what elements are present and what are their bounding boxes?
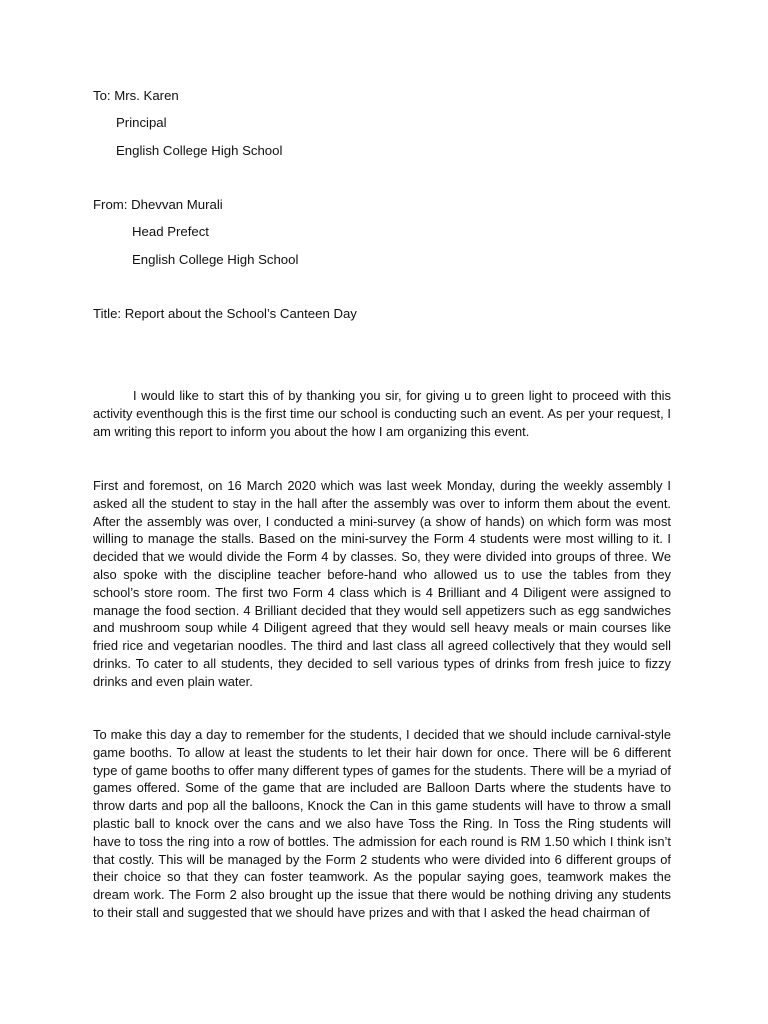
recipient-role: Principal [116, 115, 167, 130]
sender-role: Head Prefect [132, 224, 209, 239]
body-paragraph-games: To make this day a day to remember for the students, I decided that we should include carnival-style game booths. To allow at least the students to let their hair down for once. There will be 6 different type of game booths to offer many different types of games for the students. There will be a myriad of games offered. Some of the game that are included are Balloon Darts where the students have to throw darts and pop all the balloons, Knock the Can in this game students will have to throw a small plastic ball to knock over the cans and we also have Toss the Ring. In Toss the Ring students will have to toss the ring into a row of bottles. The admission for each round is RM 1.50 which I think isn’t that costly. This will be managed by the Form 2 students who were divided into 6 different groups of their choice so that they can foster teamwork. As the popular saying goes, teamwork makes the dream work. The Form 2 also brought up the issue that there would be nothing driving any students to their stall and suggested that we should have prizes and with that I asked the head chairman of [93, 727, 671, 920]
recipient-line: To: Mrs. Karen [93, 88, 179, 103]
report-title: Title: Report about the School’s Canteen Day [93, 306, 357, 321]
sender-school: English College High School [132, 252, 299, 267]
sender-line: From: Dhevvan Murali [93, 197, 223, 212]
recipient-school: English College High School [116, 143, 283, 158]
body-paragraph-intro: I would like to start this of by thanking you sir, for giving u to green light to proceed with this activity eventhough this is the first time our school is conducting such an event. As per your request, I am writing this report to inform you about the how I am organizing this event. [93, 388, 671, 439]
body-paragraph-stalls: First and foremost, on 16 March 2020 which was last week Monday, during the weekly assembly I asked all the student to stay in the hall after the assembly was over to inform them about the event. After the assembly was over, I conducted a mini-survey (a show of hands) on which form was most willing to manage the stalls. Based on the mini-survey the Form 4 students were most willing to it. I decided that we would divide the Form 4 by classes. So, they were divided into groups of three. We also spoke with the discipline teacher before-hand who allowed us to use the tables from they school’s store room. The first two Form 4 class which is 4 Brilliant and 4 Diligent were assigned to manage the food section. 4 Brilliant decided that they would sell appetizers such as egg sandwiches and mushroom soup while 4 Diligent agreed that they would sell heavy meals or main courses like fried rice and vegetarian noodles. The third and last class all agreed collectively that they would sell drinks. To cater to all students, they decided to sell various types of drinks from fresh juice to fizzy drinks and even plain water. [93, 478, 671, 689]
